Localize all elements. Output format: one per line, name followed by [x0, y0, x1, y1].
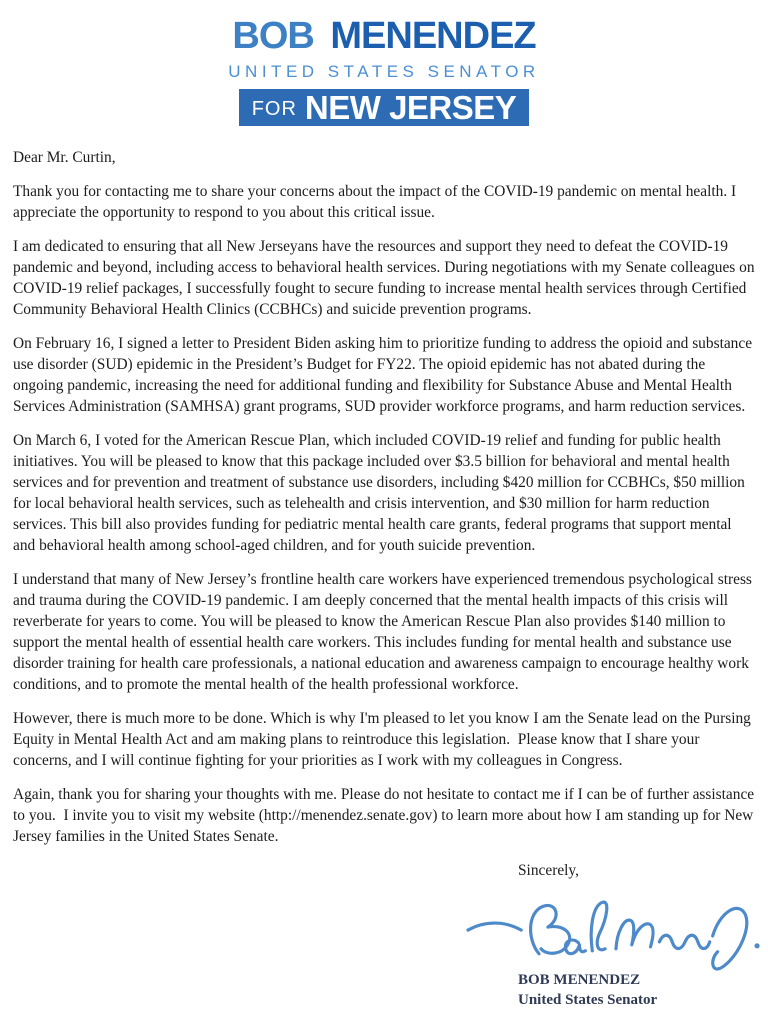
- banner-state-text: NEW JERSEY: [304, 89, 517, 126]
- paragraph-american-rescue-plan: On March 6, I voted for the American Rescue Plan, which included COVID-19 relief and funding for public health initiatives. You will be pleased to know that this package included over $3.5 billion for behavioral and mental health services and for prevention and treatment of substance use disorders, including $420 million for CCBHCs, $50 million for local behavioral health services, such as telehealth and crisis intervention, and $30 million for harm reduction services. This bill also provides funding for pediatric mental health care grants, federal programs that support mental and behavioral health among school-aged children, and for youth suicide prevention.: [13, 432, 749, 554]
- banner-for-text: FOR: [251, 98, 297, 120]
- signer-title: United States Senator: [518, 992, 658, 1008]
- closing-sincerely: Sincerely,: [518, 862, 579, 879]
- signer-name: BOB MENENDEZ: [518, 972, 641, 988]
- paragraph-more-to-be-done: However, there is much more to be done. Which is why I'm pleased to let you know I am the Senate lead on the Pursing Equity in Mental Health Act and am making plans to reintroduce this legislation. Please know that I share your concerns, and I will continue fighting for your priorities as I work with my colleagues in Congress.: [13, 710, 755, 769]
- logo-first-name: BOB: [232, 15, 314, 57]
- salutation: Dear Mr. Curtin,: [13, 149, 116, 166]
- signature-block: [518, 860, 755, 1010]
- paragraph-thanks: Thank you for contacting me to share your concerns about the impact of the COVID-19 pandemic on mental health. I appreciate the opportunity to respond to you about this critical issue.: [13, 183, 740, 221]
- letter-body: [13, 147, 759, 1010]
- logo-subtitle: UNITED STATES SENATOR: [228, 62, 540, 81]
- logo-last-name: MENENDEZ: [330, 15, 536, 57]
- paragraph-closing-thanks: Again, thank you for sharing your thoughts with me. Please do not hesitate to contact me if I can be of further assistance to you. I invite you to visit my website (http://menendez.senate.gov) to learn more about how I am standing up for New Jersey families in the United States Senate.: [13, 786, 758, 845]
- handwritten-signature: [466, 894, 762, 976]
- logo-state-banner: [239, 89, 530, 126]
- letterhead: [0, 0, 768, 126]
- paragraph-feb16-letter: On February 16, I signed a letter to President Biden asking him to prioritize funding to address the opioid and substance use disorder (SUD) epidemic in the President’s Budget for FY22. The opioid epidemic has not abated during the ongoing pandemic, increasing the need for additional funding and flexibility for Substance Abuse and Mental Health Services Administration (SAMHSA) grant programs, SUD provider workforce programs, and harm reduction services.: [13, 335, 756, 415]
- logo-name: [0, 17, 768, 55]
- paragraph-frontline-workers: I understand that many of New Jersey’s frontline health care workers have experienced tremendous psychological stress and trauma during the COVID-19 pandemic. I am deeply concerned that the mental health impacts of this crisis will reverberate for years to come. You will be pleased to know the American Rescue Plan also provides $140 million to support the mental health of essential health care workers. This includes funding for mental health and substance use disorder training for health care professionals, a national education and awareness campaign to encourage healthy work conditions, and to promote the mental health of the health professional workforce.: [13, 571, 756, 693]
- paragraph-dedication: I am dedicated to ensuring that all New Jerseyans have the resources and support they need to defeat the COVID-19 pandemic and beyond, including access to behavioral health services. During negotiations with my Senate colleagues on COVID-19 relief packages, I successfully fought to secure funding to increase mental health services through Certified Community Behavioral Health Clinics (CCBHCs) and suicide prevention programs.: [13, 238, 759, 318]
